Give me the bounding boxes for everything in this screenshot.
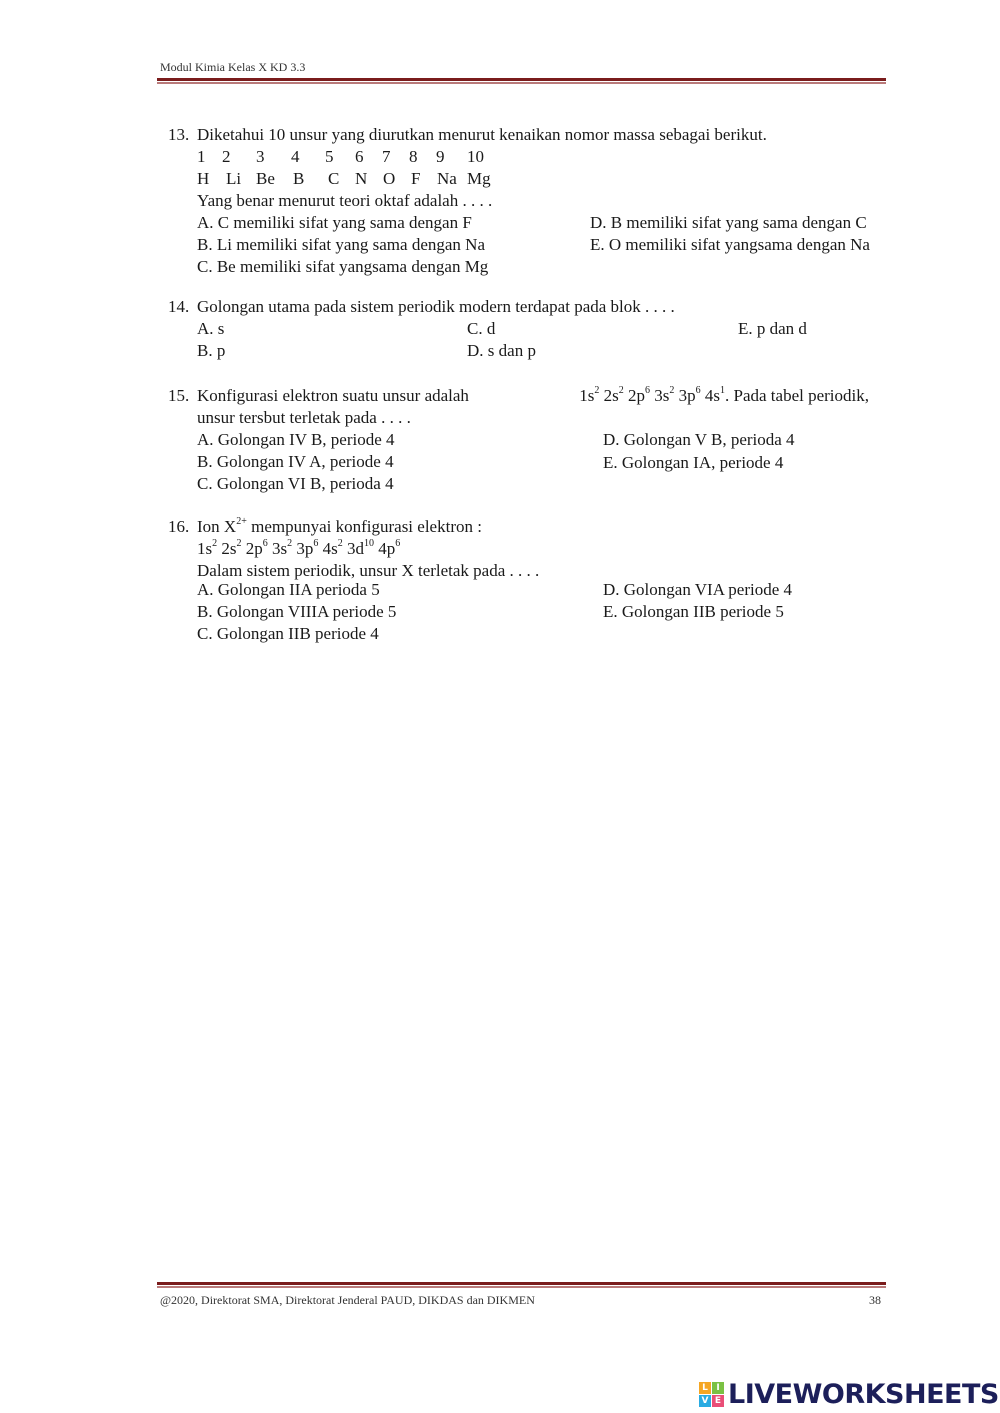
option-a[interactable]: A. C memiliki sifat yang sama dengan F (197, 213, 472, 232)
option-e[interactable]: E. p dan d (738, 319, 807, 338)
element-symbol: Li (226, 169, 242, 188)
electron-count: 6 (262, 538, 268, 550)
electron-count: 2 (287, 538, 293, 550)
footer-rule (157, 1282, 886, 1285)
badge-letter: E (712, 1395, 724, 1407)
option-d[interactable]: D. Golongan VIA periode 4 (603, 580, 793, 599)
header-rule (157, 78, 886, 81)
question-prompt: Yang benar menurut teori oktaf adalah . . . . (197, 191, 493, 210)
option-c[interactable]: C. Golongan IIB periode 4 (197, 624, 379, 643)
electron-count: 6 (313, 538, 319, 550)
orbital: 2p (628, 386, 645, 405)
orbital: 4s (322, 539, 338, 558)
mass-number-row (197, 146, 517, 168)
option-e[interactable]: E. O memiliki sifat yangsama dengan Na (590, 235, 870, 254)
badge-letter: I (712, 1382, 724, 1394)
orbital: 3s (272, 539, 288, 558)
page-number: 38 (869, 1293, 881, 1307)
orbital: 3p (678, 386, 696, 405)
element-symbol: Mg (467, 169, 491, 188)
footer-copyright: @2020, Direktorat SMA, Direktorat Jenderal PAUD, DIKDAS dan DIKMEN (160, 1293, 535, 1307)
option-a[interactable]: A. s (197, 319, 225, 338)
element-symbol: Be (256, 169, 275, 188)
mass-number: 10 (467, 147, 484, 166)
orbital: 3d (347, 539, 364, 558)
liveworksheets-badge-icon (699, 1382, 724, 1407)
orbital: 3s (654, 386, 670, 405)
option-e[interactable]: E. Golongan IA, periode 4 (603, 453, 784, 472)
mass-number: 8 (409, 147, 418, 166)
option-b[interactable]: B. Li memiliki sifat yang sama dengan Na (197, 235, 485, 254)
electron-count: 2 (594, 385, 600, 397)
electron-count: 2 (212, 538, 218, 550)
electron-count: 2 (337, 538, 343, 550)
stem-post: mempunyai konfigurasi elektron : (246, 517, 482, 536)
option-b[interactable]: B. p (197, 341, 226, 360)
question-number: 15. (168, 386, 190, 405)
stem-intro: Konfigurasi elektron suatu unsur adalah (197, 386, 469, 405)
mass-number: 6 (355, 147, 364, 166)
header-title: Modul Kimia Kelas X KD 3.3 (160, 60, 306, 74)
mass-number: 3 (256, 147, 265, 166)
question-stem: Diketahui 10 unsur yang diurutkan menurut kenaikan nomor massa sebagai berikut. (197, 125, 767, 144)
element-symbol: B (293, 169, 305, 188)
orbital: 4p (378, 539, 396, 558)
element-symbol: H (197, 169, 210, 188)
element-symbol: O (383, 169, 396, 188)
question-stem-line-2: unsur tersbut terletak pada . . . . (197, 408, 411, 427)
liveworksheets-logo[interactable] (699, 1379, 999, 1409)
liveworksheets-wordmark: LIVEWORKSHEETS (728, 1378, 999, 1410)
badge-letter: V (699, 1395, 711, 1407)
electron-configuration (197, 538, 400, 560)
question-number: 13. (168, 125, 190, 144)
option-a[interactable]: A. Golongan IV B, periode 4 (197, 430, 395, 449)
orbital: 2s (603, 386, 619, 405)
question-prompt: Dalam sistem periodik, unsur X terletak pada . . . . (197, 561, 540, 580)
element-symbol: Na (437, 169, 457, 188)
badge-letter: L (699, 1382, 711, 1394)
orbital: 3p (296, 539, 314, 558)
orbital: 4s (704, 386, 720, 405)
option-e[interactable]: E. Golongan IIB periode 5 (603, 602, 784, 621)
mass-number: 5 (325, 147, 334, 166)
orbital: 2s (221, 539, 237, 558)
option-d[interactable]: D. s dan p (467, 341, 536, 360)
element-symbol: F (411, 169, 421, 188)
orbital: 1s (579, 386, 595, 405)
electron-count: 6 (395, 538, 401, 550)
electron-count: 2 (669, 385, 675, 397)
electron-configuration (579, 385, 869, 407)
option-c[interactable]: C. Be memiliki sifat yangsama dengan Mg (197, 257, 489, 276)
stem-after: . Pada tabel periodik, (725, 386, 869, 405)
question-number: 14. (168, 297, 190, 316)
header-rule-light (157, 82, 886, 84)
electron-count: 6 (695, 385, 701, 397)
option-c[interactable]: C. d (467, 319, 496, 338)
stem-pre: Ion X (197, 517, 237, 536)
element-symbol: N (355, 169, 368, 188)
electron-count: 10 (364, 538, 374, 550)
question-stem (197, 516, 482, 538)
question-stem (197, 385, 869, 407)
orbital: 2p (245, 539, 263, 558)
electron-count: 6 (645, 385, 650, 397)
footer-rule-light (157, 1286, 886, 1288)
option-d[interactable]: D. B memiliki sifat yang sama dengan C (590, 213, 867, 232)
mass-number: 2 (222, 147, 231, 166)
option-b[interactable]: B. Golongan VIIIA periode 5 (197, 602, 397, 621)
element-symbol: C (328, 169, 340, 188)
mass-number: 9 (436, 147, 445, 166)
mass-number: 7 (382, 147, 391, 166)
electron-count: 2 (618, 385, 624, 397)
mass-number: 1 (197, 147, 206, 166)
option-c[interactable]: C. Golongan VI B, perioda 4 (197, 474, 394, 493)
orbital: 1s (197, 539, 213, 558)
question-number: 16. (168, 517, 190, 536)
ion-charge: 2+ (236, 516, 247, 528)
mass-number: 4 (291, 147, 300, 166)
element-symbol-row (197, 168, 517, 190)
electron-count: 1 (720, 385, 725, 397)
question-stem: Golongan utama pada sistem periodik modern terdapat pada blok . . . . (197, 297, 675, 316)
option-d[interactable]: D. Golongan V B, perioda 4 (603, 430, 795, 449)
option-b[interactable]: B. Golongan IV A, periode 4 (197, 452, 394, 471)
electron-count: 2 (236, 538, 242, 550)
option-a[interactable]: A. Golongan IIA perioda 5 (197, 580, 380, 599)
